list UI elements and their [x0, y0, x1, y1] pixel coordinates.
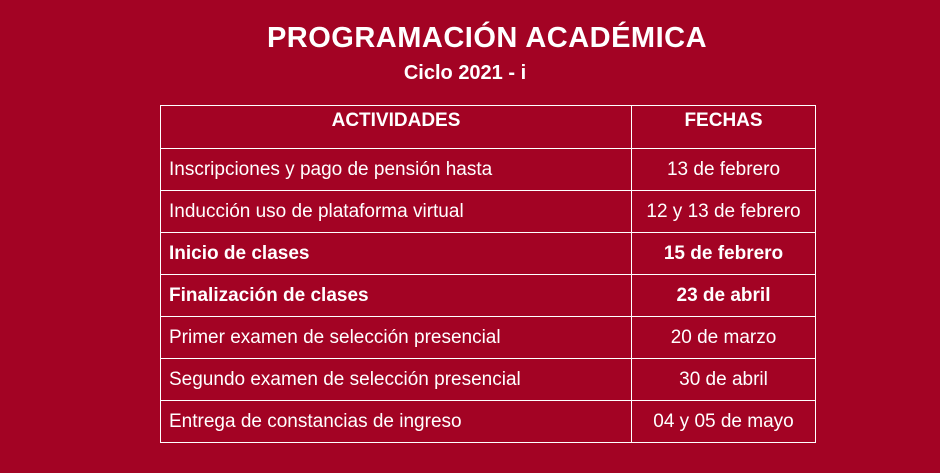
activity-cell: Inscripciones y pago de pensión hasta — [161, 149, 632, 191]
table-row — [161, 359, 816, 401]
date-cell: 20 de marzo — [632, 317, 816, 359]
column-header-activities: ACTIVIDADES — [161, 106, 632, 149]
date-cell: 15 de febrero — [632, 233, 816, 275]
activity-cell: Inicio de clases — [161, 233, 632, 275]
table-header-row — [161, 106, 816, 149]
activity-cell: Primer examen de selección presencial — [161, 317, 632, 359]
table-row — [161, 275, 816, 317]
date-cell: 12 y 13 de febrero — [632, 191, 816, 233]
activity-cell: Segundo examen de selección presencial — [161, 359, 632, 401]
table-row — [161, 317, 816, 359]
table-row — [161, 233, 816, 275]
date-cell: 30 de abril — [632, 359, 816, 401]
table-row — [161, 191, 816, 233]
table-row — [161, 401, 816, 443]
schedule-table — [160, 105, 816, 443]
activity-cell: Finalización de clases — [161, 275, 632, 317]
page-subtitle: Ciclo 2021 - i — [403, 62, 527, 84]
date-cell: 23 de abril — [632, 275, 816, 317]
activity-cell: Entrega de constancias de ingreso — [161, 401, 632, 443]
page-title: PROGRAMACIÓN ACADÉMICA — [266, 22, 708, 54]
date-cell: 13 de febrero — [632, 149, 816, 191]
activity-cell: Inducción uso de plataforma virtual — [161, 191, 632, 233]
date-cell: 04 y 05 de mayo — [632, 401, 816, 443]
table-row — [161, 149, 816, 191]
column-header-dates: FECHAS — [632, 106, 816, 149]
